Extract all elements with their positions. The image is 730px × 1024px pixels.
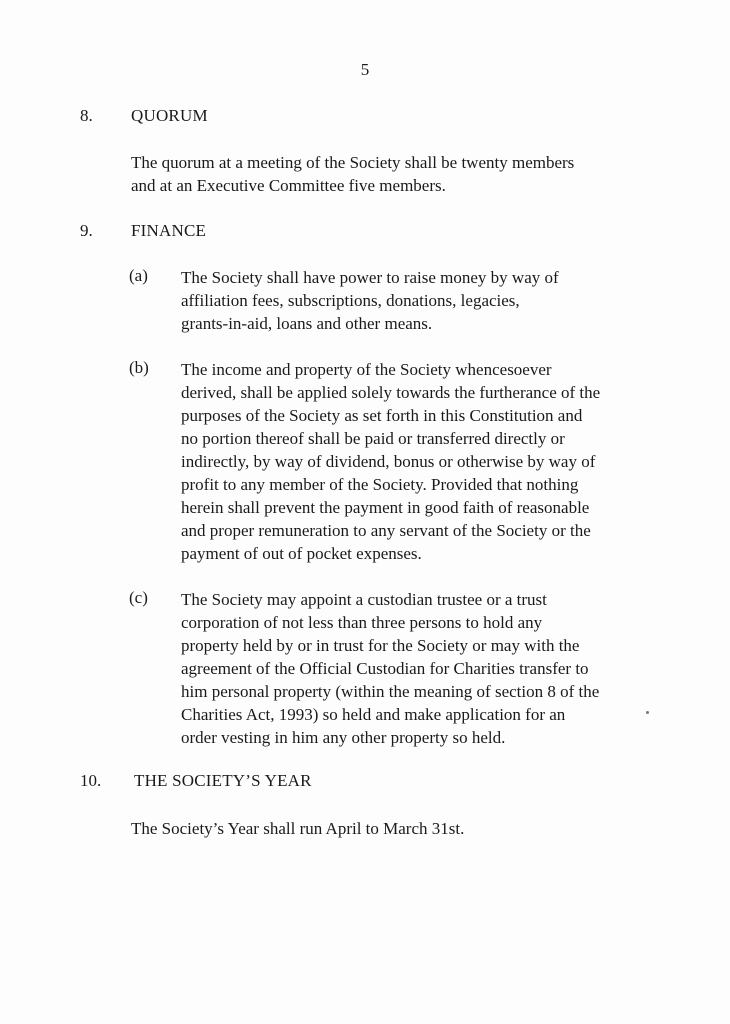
clause-line: no portion thereof shall be paid or transferred directly or (181, 429, 565, 448)
clause-line: derived, shall be applied solely towards the furtherance of the (181, 383, 601, 402)
clause-line: him personal property (within the meaning of section 8 of the (181, 682, 600, 701)
clause-a-text (181, 266, 681, 335)
clause-line: herein shall prevent the payment in good faith of reasonable (181, 498, 590, 517)
section-number: 10. (80, 771, 102, 790)
clause-line: affiliation fees, subscriptions, donations, legacies, (181, 291, 520, 310)
clause-line: The Society may appoint a custodian trustee or a trust (181, 590, 547, 609)
clause-b-text (181, 358, 681, 565)
societys-year-paragraph (131, 818, 671, 841)
clause-label: (a) (129, 266, 148, 285)
clause-line: purposes of the Society as set forth in this Constitution and (181, 406, 583, 425)
clause-line: payment of out of pocket expenses. (181, 544, 422, 563)
section-number: 9. (80, 221, 93, 240)
clause-line: profit to any member of the Society. Provided that nothing (181, 475, 579, 494)
clause-line: order vesting in him any other property so held. (181, 728, 506, 747)
clause-line: The income and property of the Society whencesoever (181, 360, 552, 379)
quorum-paragraph (131, 152, 671, 197)
clause-line: corporation of not less than three persons to hold any (181, 613, 543, 632)
clause-line: Charities Act, 1993) so held and make application for an (181, 705, 566, 724)
section-heading-finance: FINANCE (131, 221, 207, 240)
section-heading-quorum: QUORUM (131, 106, 208, 125)
paragraph-line: The quorum at a meeting of the Society shall be twenty members (131, 153, 575, 172)
scan-speck (646, 711, 649, 714)
clause-c-text (181, 588, 681, 749)
clause-label: (b) (129, 358, 149, 377)
clause-line: and proper remuneration to any servant of the Society or the (181, 521, 591, 540)
paragraph-line: and at an Executive Committee five members. (131, 175, 446, 195)
paragraph-line: The Society’s Year shall run April to March 31st. (131, 819, 465, 838)
section-heading-societys-year: THE SOCIETY’S YEAR (134, 771, 312, 790)
section-number: 8. (80, 106, 93, 125)
clause-line: agreement of the Official Custodian for Charities transfer to (181, 659, 589, 678)
page-number: 5 (360, 60, 370, 79)
clause-line: indirectly, by way of dividend, bonus or otherwise by way of (181, 452, 596, 471)
clause-line: The Society shall have power to raise money by way of (181, 268, 559, 287)
clause-line: grants-in-aid, loans and other means. (181, 314, 433, 333)
clause-line: property held by or in trust for the Society or may with the (181, 636, 580, 655)
clause-label: (c) (129, 588, 148, 607)
